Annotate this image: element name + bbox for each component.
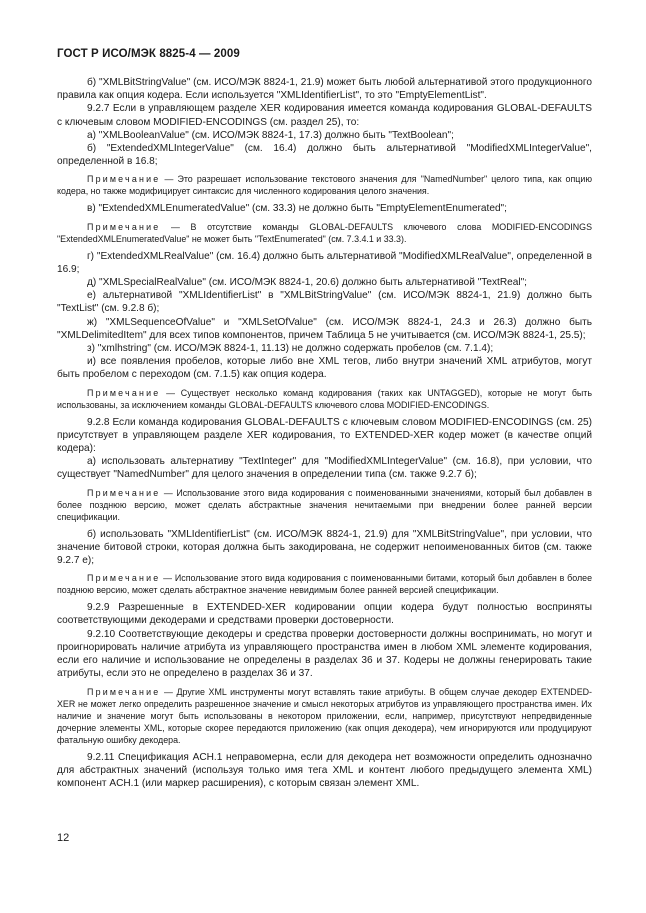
note-label: Примечание [87, 487, 161, 498]
note-label: Примечание [87, 573, 161, 584]
body-paragraph: г) "ExtendedXMLRealValue" (см. 16.4) должно быть альтернативой "ModifiedXMLRealValue", определенной в 16.9; [57, 250, 592, 275]
body-paragraph: д) "XMLSpecialRealValue" (см. ИСО/МЭК 8824-1, 20.6) должно быть альтернативой "TextReal"; [87, 277, 527, 289]
note-label: Примечание [87, 221, 161, 232]
body-paragraph: е) альтернативой "XMLIdentifierList" в "XMLBitStringValue" (см. ИСО/МЭК 8824-1, 21.9) должно быть "TextList" (см. 9.2.8 б); [57, 290, 592, 315]
note-text: — Другие XML инструменты могут вставлять такие атрибуты. В общем случае декодер EXTENDED-XER не может легко определить разрешенное значение и смысл некоторых атрибутов из управляющего пространства имен. Их наличие и значение могут быть использованы в некотором приложении, если, например, присутствуют непредвиденные дочерние элементы XML, которые скорее передаются приложению (как опция декодера), чем игнорируются или продуцируют фатальную ошибку декодера. [57, 686, 592, 745]
note-label: Примечание [87, 686, 161, 697]
body-paragraph: 9.2.9 Разрешенные в EXTENDED-XER кодировании опции кодера будут полностью восприняты соответствующими декодерами и средствами проверки достоверности. [57, 602, 592, 627]
note-paragraph [57, 487, 592, 523]
note-paragraph [57, 686, 592, 746]
body-paragraph: а) "XMLBooleanValue" (см. ИСО/МЭК 8824-1, 17.3) должно быть "TextBoolean"; [87, 129, 454, 141]
note-text: — Это разрешает использование текстового значения для "NamedNumber" целого типа, как опцию кодера, но также модифицирует синтаксис для численного кодирования целого значения. [57, 174, 592, 197]
note-paragraph [57, 387, 592, 411]
document-body [57, 76, 592, 790]
note-label: Примечание [87, 387, 161, 398]
note-label: Примечание [87, 174, 161, 185]
note-text: — Использование этого вида кодирования с поименованными значениями, который был добавлен в более позднюю версию, может сделать абстрактные значения нечитаемыми при внедрении более ранней версии спецификации. [57, 487, 592, 522]
body-paragraph: б) "ExtendedXMLIntegerValue" (см. 16.4) должно быть альтернативой "ModifiedXMLIntegerValue", определенной в 16.8; [57, 143, 592, 168]
note-paragraph [57, 173, 592, 197]
body-paragraph: б) "XMLBitStringValue" (см. ИСО/МЭК 8824-1, 21.9) может быть любой альтернативой этого продукционного правила как опция кодера. Если используется "XMLIdentifierList", то это "EmptyElementList". [57, 77, 592, 102]
note-paragraph [57, 572, 592, 596]
body-paragraph: в) "ExtendedXMLEnumeratedValue" (см. 33.3) не должно быть "EmptyElementEnumerated"; [87, 203, 507, 215]
note-text: — Использование этого вида кодирования с поименованными битами, который был добавлен в более позднюю версию, может сделать абстрактное значение невидимым более ранней версией спецификации. [57, 573, 592, 596]
body-paragraph: 9.2.8 Если команда кодирования GLOBAL-DEFAULTS с ключевым словом MODIFIED-ENCODINGS (см. 25) присутствует в управляющем разделе XER кодирования, то EXTENDED-XER кодер может (в качестве опций кодера): [57, 416, 592, 455]
body-paragraph: 9.2.10 Соответствующие декодеры и средства проверки достоверности должны воспринимать, но могут и проигнорировать наличие атрибута из управляющего пространства имен в любом XML элементе кодирования, если его наличие и использование не определены в разделах 36 и 37. Кодеры не должны генерировать такие атрибуты, если это не определено в разделах 36 и 37. [57, 628, 592, 680]
body-paragraph: 9.2.7 Если в управляющем разделе XER кодирования имеется команда кодирования GLOBAL-DEFAULTS с ключевым словом MODIFIED-ENCODINGS (см. раздел 25), то: [57, 103, 592, 128]
note-text: — В отсутствие команды GLOBAL-DEFAULTS ключевого слова MODIFIED-ENCODINGS "ExtendedXMLEnumeratedValue" не может быть "TextEnumerated" (см. 7.3.4.1 и 33.3). [57, 221, 592, 244]
body-paragraph: и) все появления пробелов, которые либо вне XML тегов, либо внутри значений XML атрибутов, могут быть пробелом с переходом (см. 7.1.5) как опция кодера. [57, 356, 592, 381]
note-paragraph [57, 221, 592, 245]
body-paragraph: 9.2.11 Спецификация ACH.1 неправомерна, если для декодера нет возможности определить однозначно для абстрактных значений (используя только имя тега XML и контент любого предыдущего элемента XML) компонент ACH.1 (или маркер расширения), с которым связан элемент XML. [57, 751, 592, 789]
page-header-title: ГОСТ Р ИСО/МЭК 8825-4 — 2009 [57, 48, 240, 60]
page-number: 12 [57, 832, 70, 844]
body-paragraph: а) использовать альтернативу "TextInteger" для "ModifiedXMLIntegerValue" (см. 16.8), при условии, что существует "NamedNumber" для целого значения в определении типа (см. также 9.2.7 б); [57, 456, 592, 481]
note-text: — Существует несколько команд кодирования (таких как UNTAGGED), которые не могут быть использованы, за исключением команды GLOBAL-DEFAULTS ключевого слова MODIFIED-ENCODINGS. [57, 387, 592, 410]
body-paragraph: з) "xmlhstring" (см. ИСО/МЭК 8824-1, 11.13) не должно содержать пробелов (см. 7.1.4); [87, 343, 494, 355]
body-paragraph: б) использовать "XMLIdentifierList" (см. ИСО/МЭК 8824-1, 21.9) для "XMLBitStringValue", при условии, что значение битовой строки, которая должна быть закодирована, не содержит непоименованных битов (см. также 9.2.7 е); [57, 528, 592, 567]
body-paragraph: ж) "XMLSequenceOfValue" и "XMLSetOfValue" (см. ИСО/МЭК 8824-1, 24.3 и 26.3) должно быть "XMLDelimitedItem" для всех типов компонентов, причем Таблица 5 не учитывается (см. ИСО/МЭК 8824-1, 25.5); [57, 316, 592, 341]
